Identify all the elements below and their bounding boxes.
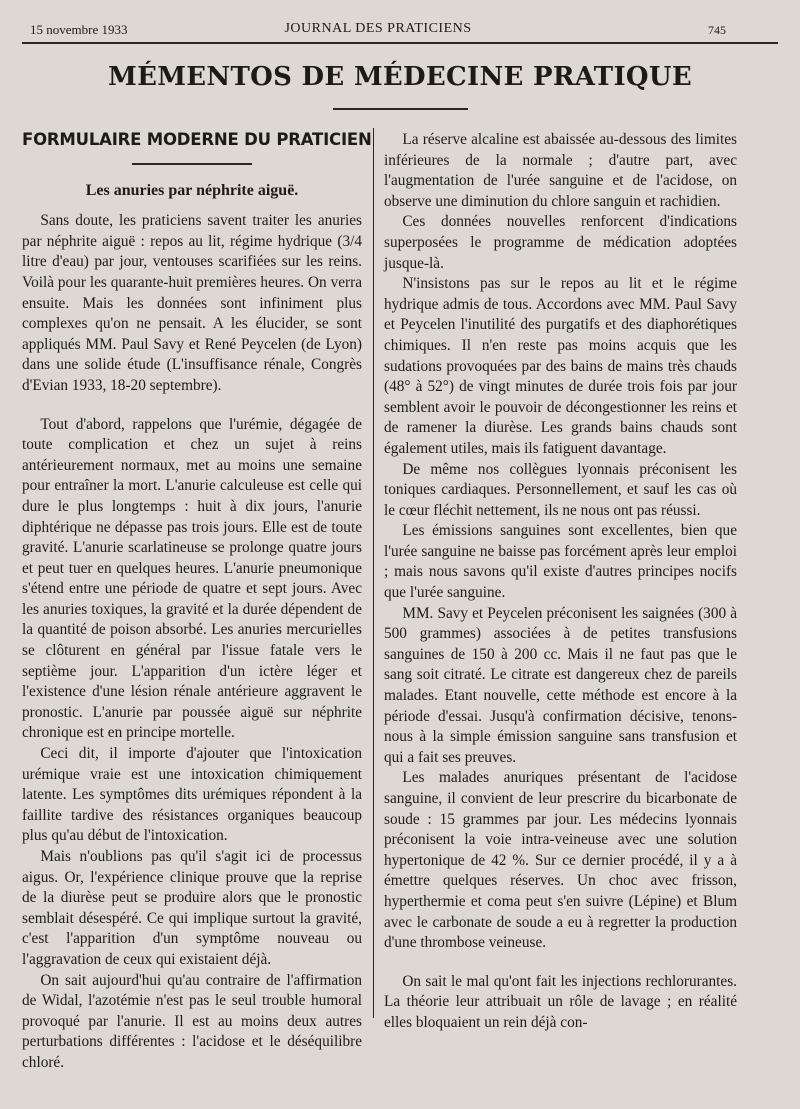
page-number: 745 <box>708 23 726 37</box>
paragraph: La réserve alcaline est abaissée au-dessous des limites inférieures de la normale ; d'autre part, avec l'augmentation de l'urée sanguine et de l'acidose, on observe une diminution du chlore sanguin et rachidien. <box>384 131 737 210</box>
section-title: MÉMENTOS DE MÉDECINE PRATIQUE <box>108 62 692 92</box>
paragraph: On sait le mal qu'ont fait les injections rechlorurantes. La théorie leur attribuait un rôle de lavage ; en réalité elles bloquaient un rein déjà con- <box>384 972 737 1031</box>
paragraph: MM. Savy et Peycelen préconisent les saignées (300 à 500 grammes) associées à de petites transfusions sanguines de 150 à 200 cc. Mais il ne faut pas que le sang soit citraté. Le citrate est dangereux chez de pareils malades. Etant nouvelle, cette méthode est encore à la période d'essai. Jusqu'à confirmation décisive, tenons-nous à la simple émission sanguine sans transfusion et qui a fait ses preuves. <box>384 604 737 766</box>
paragraph: Les émissions sanguines sont excellentes, bien que l'urée sanguine ne baisse pas forcément après leur emploi ; mais nous savons qu'il existe d'autres principes nocifs que l'urée sanguine. <box>384 522 737 602</box>
article-title: Les anuries par néphrite aiguë. <box>85 181 299 199</box>
column-divider <box>373 128 374 1018</box>
right-column <box>384 130 737 1034</box>
issue-date: 15 novembre 1933 <box>30 22 128 37</box>
paragraph: Sans doute, les praticiens savent traiter les anuries par néphrite aiguë : repos au lit, régime hydrique (3/4 litre d'eau) par jour, ventouses scarifiées sur les reins. Voilà pour les quarante-huit premières heures. On verra ensuite. Mais les données sont infiniment plus complexes qu'on ne pensait. A les élucider, se sont appliqués MM. Paul Savy et René Peycelen (de Lyon) dans une solide étude (L'insuffisance rénale, Congrès d'Evian 1933, 18-20 septembre). <box>22 212 362 394</box>
paragraph: N'insistons pas sur le repos au lit et le régime hydrique admis de tous. Accordons avec MM. Paul Savy et Peycelen l'inutilité des purgatifs et des diaphorétiques chimiques. Il n'en reste pas moins acquis que les sudations provoquées par des bains de mains très chauds (48° à 52°) de vingt minutes de durée trois fois par jour semblent avoir le pouvoir de décongestionner les reins et de ramener la diurèse. Les grands bains chauds sont également utiles, mais ils fatiguent davantage. <box>384 275 737 457</box>
rubric-rule <box>132 163 252 165</box>
paragraph: De même nos collègues lyonnais préconisent les toniques cardiaques. Personnellement, et sauf les cas où le cœur fléchit nettement, ils ne nous ont pas réussi. <box>384 460 737 519</box>
running-header <box>30 20 726 40</box>
paragraph: On sait aujourd'hui qu'au contraire de l'affirmation de Widal, l'azotémie n'est pas le seul trouble humoral provoqué par l'anurie. Il est au moins deux autres perturbations différentes : l'acidose et le déséquilibre chloré. <box>22 971 362 1071</box>
paragraph: Les malades anuriques présentant de l'acidose sanguine, il convient de leur prescrire du bicarbonate de soude : 15 grammes par jour. Les médecins lyonnais préconisent la voie intra-veineuse avec une solution hypertonique de 42 %. Sur ce dernier procédé, il y a à émettre quelques réserves. Un choc avec frisson, hyperthermie et coma peut s'en suivre (Lépine) et Blum avec le carbonate de soude a eu à regretter la production d'une thrombose veineuse. <box>384 769 737 952</box>
paragraph: Mais n'oublions pas qu'il s'agit ici de processus aigus. Or, l'expérience clinique prouve que la reprise de la diurèse peut se produire alors que le pronostic semblait désespéré. Ce qui implique surtout la gravité, c'est l'apparition d'un symptôme nouveau ou l'aggravation de ceux qui existaient déjà. <box>22 848 362 968</box>
left-column <box>22 130 372 1074</box>
paragraph: Ceci dit, il importe d'ajouter que l'intoxication urémique vraie est une intoxication chimiquement latente. Les symptômes dits urémiques répondent à la faillite tardive des résistances organiques beaucoup plus qu'au début de l'intoxication. <box>22 745 362 845</box>
paragraph: Ces données nouvelles renforcent d'indications superposées le programme de médication adoptées jusque-là. <box>384 213 737 272</box>
rubric-title: FORMULAIRE MODERNE DU PRATICIEN <box>22 130 372 149</box>
journal-title: JOURNAL DES PRATICIENS <box>284 21 472 36</box>
title-rule <box>333 108 468 110</box>
header-rule <box>22 42 778 44</box>
paragraph: Tout d'abord, rappelons que l'urémie, dégagée de toute complication et chez un sujet à reins antérieurement normaux, met au moins une semaine pour entraîner la mort. L'anurie calculeuse est celle qui dure le plus longtemps : huit à dix jours, l'anurie diphtérique ne dépasse pas trois jours. Elle est de toute gravité. L'anurie scarlatineuse se prolonge quatre jours et peut tuer en quelques heures. L'anurie pneumonique s'étend entre une période de quatre et sept jours. Avec les anuries toxiques, la gravité et la durée dépendent de la quantité de poison absorbé. Les anuries mercurielles se clôturent en général par l'issue fatale vers le septième jour. L'apparition d'un ictère léger et l'existence d'une lésion rénale antérieure aggravent le pronostic. L'anurie par poussée aiguë sur néphrite chronique est en principe mortelle. <box>22 415 362 742</box>
